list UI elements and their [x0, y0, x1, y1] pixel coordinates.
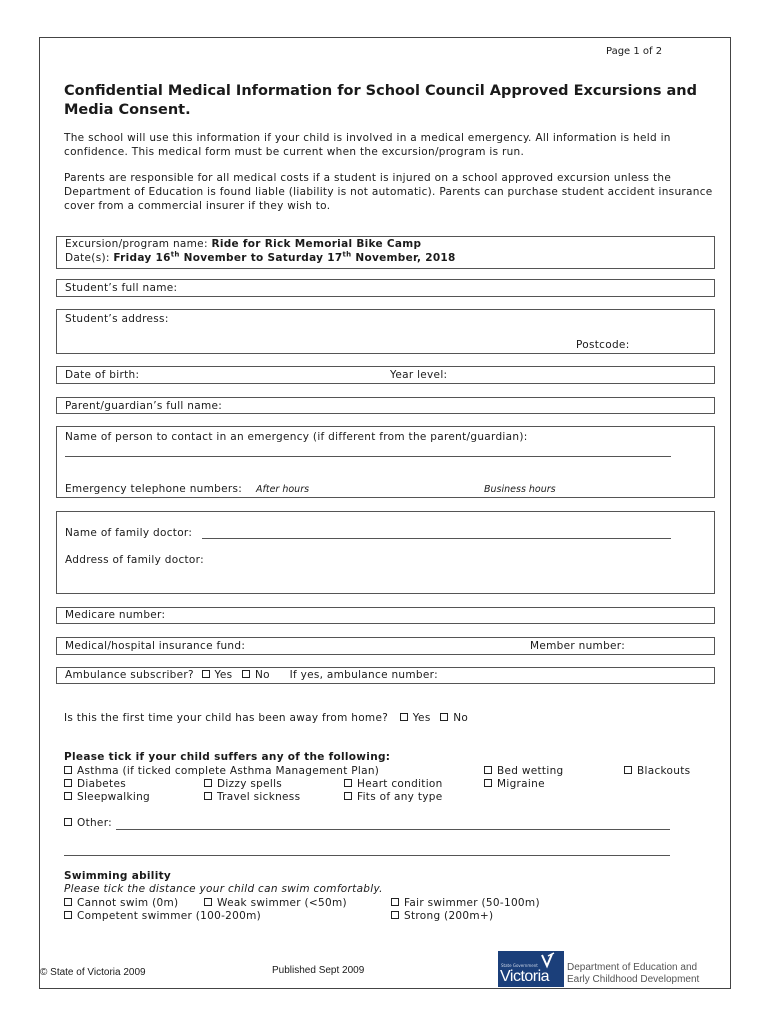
member-number-label: Member number: — [530, 640, 626, 652]
emergency-contact-line[interactable] — [65, 456, 671, 457]
page-number: Page 1 of 2 — [606, 46, 663, 57]
family-doctor-label: Name of family doctor: — [65, 527, 193, 539]
condition-dizzy-spells[interactable]: Dizzy spells — [204, 778, 282, 790]
medicare-label: Medicare number: — [65, 609, 166, 621]
excursion-date-label: Date(s): — [65, 252, 110, 264]
conditions-heading: Please tick if your child suffers any of the following: — [64, 751, 391, 763]
student-name-field[interactable] — [56, 279, 715, 297]
ambulance-yes-label: Yes — [214, 669, 233, 681]
first-time-no-checkbox[interactable] — [440, 713, 448, 721]
first-time-question: Is this the first time your child has been away from home? — [64, 712, 389, 724]
excursion-name-row — [65, 238, 421, 250]
condition-migraine[interactable]: Migraine — [484, 778, 545, 790]
swim-cannot[interactable]: Cannot swim (0m) — [64, 897, 178, 909]
logo-small-text: State Government — [501, 963, 538, 968]
condition-sleepwalking[interactable]: Sleepwalking — [64, 791, 150, 803]
condition-heart[interactable]: Heart condition — [344, 778, 443, 790]
dob-year-field[interactable] — [56, 366, 715, 384]
ambulance-number-label: If yes, ambulance number: — [289, 669, 438, 681]
excursion-name-label: Excursion/program name: — [65, 238, 208, 250]
excursion-date-value: Friday 16th November to Saturday 17th November, 2018 — [113, 250, 456, 264]
dob-label: Date of birth: — [65, 369, 140, 381]
intro-paragraph-2: Parents are responsible for all medical costs if a student is injured on a school approved excursion unless the Department of Education is found liable (liability is not automatic). Parents can purchase student accident insurance cover from a commercial insurer if they wish to. — [64, 172, 713, 212]
year-level-label: Year level: — [390, 369, 448, 381]
condition-fits[interactable]: Fits of any type — [344, 791, 442, 803]
doctor-address-label: Address of family doctor: — [65, 554, 204, 566]
condition-bed-wetting[interactable]: Bed wetting — [484, 765, 564, 777]
student-name-label: Student’s full name: — [65, 282, 178, 294]
footer-published: Published Sept 2009 — [272, 965, 365, 976]
condition-other[interactable]: Other: — [64, 817, 112, 829]
ambulance-row — [65, 669, 438, 681]
ambulance-yes-checkbox[interactable] — [202, 670, 210, 678]
first-time-yes-checkbox[interactable] — [400, 713, 408, 721]
department-name — [567, 962, 699, 986]
emergency-contact-label: Name of person to contact in an emergency (if different from the parent/guardian): — [65, 431, 528, 443]
condition-travel-sickness[interactable]: Travel sickness — [204, 791, 300, 803]
insurance-field[interactable] — [56, 637, 715, 655]
first-time-yes-label: Yes — [412, 712, 431, 724]
intro-paragraph-1: The school will use this information if your child is involved in a medical emergency. All information is held in confidence. This medical form must be current when the excursion/program is run. — [64, 132, 671, 158]
swim-competent[interactable]: Competent swimmer (100-200m) — [64, 910, 261, 922]
ambulance-no-label: No — [255, 669, 270, 681]
swimming-instruction: Please tick the distance your child can swim comfortably. — [64, 883, 383, 895]
form-title: Confidential Medical Information for School Council Approved Excursions and Media Consent. — [64, 83, 697, 118]
swim-fair[interactable]: Fair swimmer (50-100m) — [391, 897, 540, 909]
after-hours-label: After hours — [256, 484, 310, 495]
ambulance-label: Ambulance subscriber? — [65, 669, 194, 681]
first-time-no-label: No — [453, 712, 469, 724]
excursion-box — [56, 236, 715, 269]
condition-blackouts[interactable]: Blackouts — [624, 765, 690, 777]
first-time-row — [64, 712, 468, 724]
medicare-field[interactable] — [56, 607, 715, 624]
ambulance-field — [56, 667, 715, 684]
business-hours-label: Business hours — [484, 484, 556, 495]
family-doctor-line[interactable] — [202, 538, 671, 539]
condition-diabetes[interactable]: Diabetes — [64, 778, 126, 790]
student-address-label: Student’s address: — [65, 313, 169, 325]
victoria-logo — [498, 951, 564, 987]
swim-weak[interactable]: Weak swimmer (<50m) — [204, 897, 347, 909]
swim-strong[interactable]: Strong (200m+) — [391, 910, 493, 922]
guardian-name-label: Parent/guardian’s full name: — [65, 400, 223, 412]
other-line-2[interactable] — [64, 855, 670, 856]
emergency-box — [56, 426, 715, 498]
insurance-fund-label: Medical/hospital insurance fund: — [65, 640, 246, 652]
student-address-field[interactable] — [56, 309, 715, 354]
postcode-label: Postcode: — [576, 339, 630, 351]
swimming-heading: Swimming ability — [64, 870, 172, 882]
excursion-name-value: Ride for Rick Memorial Bike Camp — [211, 238, 422, 250]
department-line-2: Early Childhood Development — [567, 974, 700, 985]
guardian-name-field[interactable] — [56, 397, 715, 414]
department-line-1: Department of Education and — [567, 962, 698, 973]
ambulance-no-checkbox[interactable] — [242, 670, 250, 678]
other-line-1[interactable] — [116, 829, 670, 830]
excursion-date-row — [65, 252, 456, 264]
condition-asthma[interactable]: Asthma (if ticked complete Asthma Management Plan) — [64, 765, 379, 777]
logo-word: Victoria — [500, 968, 550, 985]
form-page — [39, 37, 731, 989]
emergency-phone-label: Emergency telephone numbers: — [65, 483, 243, 495]
footer-copyright: © State of Victoria 2009 — [40, 967, 146, 978]
doctor-box — [56, 511, 715, 594]
